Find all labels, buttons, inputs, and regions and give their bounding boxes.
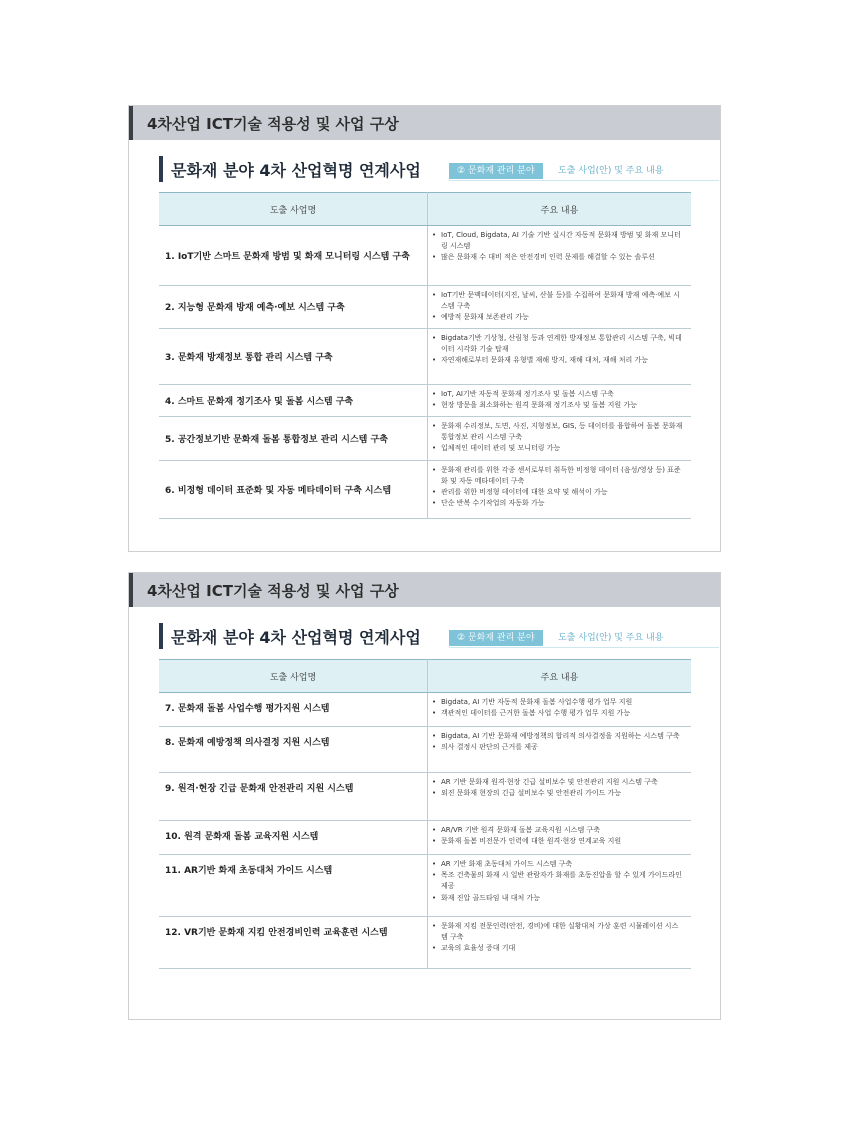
- project-table: [159, 659, 691, 969]
- table-row: [159, 384, 691, 416]
- table-row: [159, 328, 691, 384]
- title-accent-bar: [159, 623, 163, 649]
- project-name: 1. IoT기반 스마트 문화재 방범 및 화재 모니터링 시스템 구축: [165, 252, 410, 262]
- title-accent-bar: [159, 156, 163, 182]
- list-item: • 많은 문화재 수 대비 적은 안전경비 인력 문제를 해결할 수 있는 솔루션: [432, 252, 685, 263]
- content-list: [428, 821, 691, 851]
- section-heading: [159, 623, 689, 649]
- list-item: • IoT기반 문맥데이터(지진, 날씨, 산불 등)를 수집하여 문화재 방재 예측·예보 시스템 구축: [432, 290, 685, 312]
- section-heading: [159, 156, 689, 182]
- list-item: • AR/VR 기반 원격 문화재 돌봄 교육지원 시스템 구축: [432, 825, 685, 836]
- content-list: [428, 727, 691, 757]
- list-item: • 문화재 관리를 위한 각종 센서로부터 취득한 비정형 데이터 (음성/영상 등) 표준화 및 자동 메타데이터 구축: [432, 465, 685, 487]
- list-item: • 예방적 문화재 보존관리 가능: [432, 312, 685, 323]
- category-tag: ② 문화재 관리 분야: [449, 163, 543, 179]
- table-row: [159, 693, 691, 727]
- list-item: • IoT, Cloud, Bigdata, AI 기술 기반 실시간 자동적 문화재 방범 및 화재 모니터링 시스템: [432, 230, 685, 252]
- list-item: • 의사 결정시 판단의 근거를 제공: [432, 742, 685, 753]
- list-item: • 목조 건축물의 화재 시 일반 관람자가 화재를 초동진압을 할 수 있게 가이드라인 제공: [432, 870, 685, 892]
- project-name: 11. AR기반 화재 초동대처 가이드 시스템: [165, 866, 333, 876]
- column-header-content: 주요 내용: [428, 660, 692, 693]
- content-list: [428, 855, 691, 908]
- list-item: • Bigdata, AI 기반 자동적 문화재 돌봄 사업수행 평가 업무 지원: [432, 697, 685, 708]
- section-title: 문화재 분야 4차 산업혁명 연계사업: [171, 161, 421, 180]
- slide-1: [128, 105, 721, 552]
- list-item: • 객관적인 데이터를 근거한 돌봄 사업 수행 평가 업무 지원 가능: [432, 708, 685, 719]
- content-list: [428, 917, 691, 959]
- project-name: 10. 원격 문화재 돌봄 교육지원 시스템: [165, 832, 319, 842]
- content-list: [428, 329, 691, 371]
- table-row: [159, 286, 691, 329]
- list-item: • IoT, AI기반 자동적 문화재 정기조사 및 돌봄 시스템 구축: [432, 389, 685, 400]
- project-name: 6. 비정형 데이터 표준화 및 자동 메타데이터 구축 시스템: [165, 485, 392, 496]
- content-list: [428, 417, 691, 459]
- table-header-row: [159, 193, 691, 226]
- content-list: [428, 693, 691, 723]
- slide-2: [128, 572, 721, 1020]
- list-item: • Bigdata기반 기상청, 산림청 등과 연계한 방재정보 통합관리 시스템 구축, 빅데이터 시각화 기술 탑재: [432, 333, 685, 355]
- project-table: [159, 192, 691, 519]
- project-name: 12. VR기반 문화재 지킴 안전경비인력 교육훈련 시스템: [165, 928, 388, 938]
- table-row: [159, 773, 691, 821]
- content-list: [428, 226, 691, 268]
- slide-header: 4차산업 ICT기술 적용성 및 사업 구상: [129, 106, 720, 140]
- content-list: [428, 773, 691, 803]
- table-row: [159, 855, 691, 917]
- table-row: [159, 416, 691, 460]
- project-name: 4. 스마트 문화재 정기조사 및 돌봄 시스템 구축: [165, 396, 354, 407]
- list-item: • AR 기반 문화재 원격·현장 긴급 설비보수 및 안전관리 지원 시스템 구축: [432, 777, 685, 788]
- divider: [449, 180, 719, 181]
- project-name: 9. 원격·현장 긴급 문화재 안전관리 지원 시스템: [165, 784, 354, 794]
- list-item: • 단순 반복 수기작업의 자동화 가능: [432, 498, 685, 509]
- list-item: • 문화재 돌봄 비전문가 인력에 대한 원격·현장 연계교육 지원: [432, 836, 685, 847]
- table-row: [159, 226, 691, 286]
- column-header-project: 도출 사업명: [159, 193, 428, 226]
- table-row: [159, 727, 691, 773]
- project-name: 7. 문화재 돌봄 사업수행 평가지원 시스템: [165, 704, 330, 714]
- project-name: 2. 지능형 문화재 방재 예측·예보 시스템 구축: [165, 303, 345, 314]
- column-header-content: 주요 내용: [428, 193, 692, 226]
- category-subtitle: 도출 사업(안) 및 주요 내용: [558, 633, 664, 643]
- table-row: [159, 821, 691, 855]
- category-tag: ② 문화재 관리 분야: [449, 630, 543, 646]
- list-item: • 문화재 지킴 전문인력(안전, 경비)에 대한 실황대처 가상 훈련 시뮬레이션 시스템 구축: [432, 921, 685, 943]
- list-item: • Bigdata, AI 기반 문화재 예방정책의 합리적 의사결정을 지원하는 시스템 구축: [432, 731, 685, 742]
- table-row: [159, 460, 691, 518]
- list-item: • 화재 진압 골드타임 내 대처 가능: [432, 893, 685, 904]
- category-subtitle: 도출 사업(안) 및 주요 내용: [558, 166, 664, 176]
- list-item: • 현장 방문을 최소화하는 원격 문화재 정기조사 및 돌봄 지원 가능: [432, 400, 685, 411]
- column-header-project: 도출 사업명: [159, 660, 428, 693]
- project-name: 8. 문화재 예방정책 의사결정 지원 시스템: [165, 738, 330, 748]
- list-item: • 교육의 효율성 증대 기대: [432, 943, 685, 954]
- content-list: [428, 286, 691, 328]
- list-item: • 관리를 위한 비정형 데이터에 대한 요약 및 해석이 가능: [432, 487, 685, 498]
- list-item: • AR 기반 화재 초동대처 가이드 시스템 구축: [432, 859, 685, 870]
- list-item: • 외진 문화재 현장의 긴급 설비보수 및 안전관리 가이드 가능: [432, 788, 685, 799]
- slide-header: 4차산업 ICT기술 적용성 및 사업 구상: [129, 573, 720, 607]
- content-list: [428, 461, 691, 514]
- list-item: • 입체적인 데이터 관리 및 모니터링 가능: [432, 443, 685, 454]
- divider: [449, 647, 719, 648]
- project-name: 5. 공간정보기반 문화재 돌봄 통합정보 관리 시스템 구축: [165, 434, 388, 445]
- list-item: • 문화재 수리정보, 도면, 사진, 지형정보, GIS, 등 데이터를 융합하여 돌봄 문화재 통합정보 관리 시스템 구축: [432, 421, 685, 443]
- content-list: [428, 385, 691, 415]
- table-header-row: [159, 660, 691, 693]
- table-row: [159, 917, 691, 969]
- section-title: 문화재 분야 4차 산업혁명 연계사업: [171, 628, 421, 647]
- project-name: 3. 문화재 방재정보 통합 관리 시스템 구축: [165, 352, 333, 363]
- list-item: • 자연재해로부터 문화재 유형별 재해 방지, 재해 대처, 재해 처리 가능: [432, 355, 685, 366]
